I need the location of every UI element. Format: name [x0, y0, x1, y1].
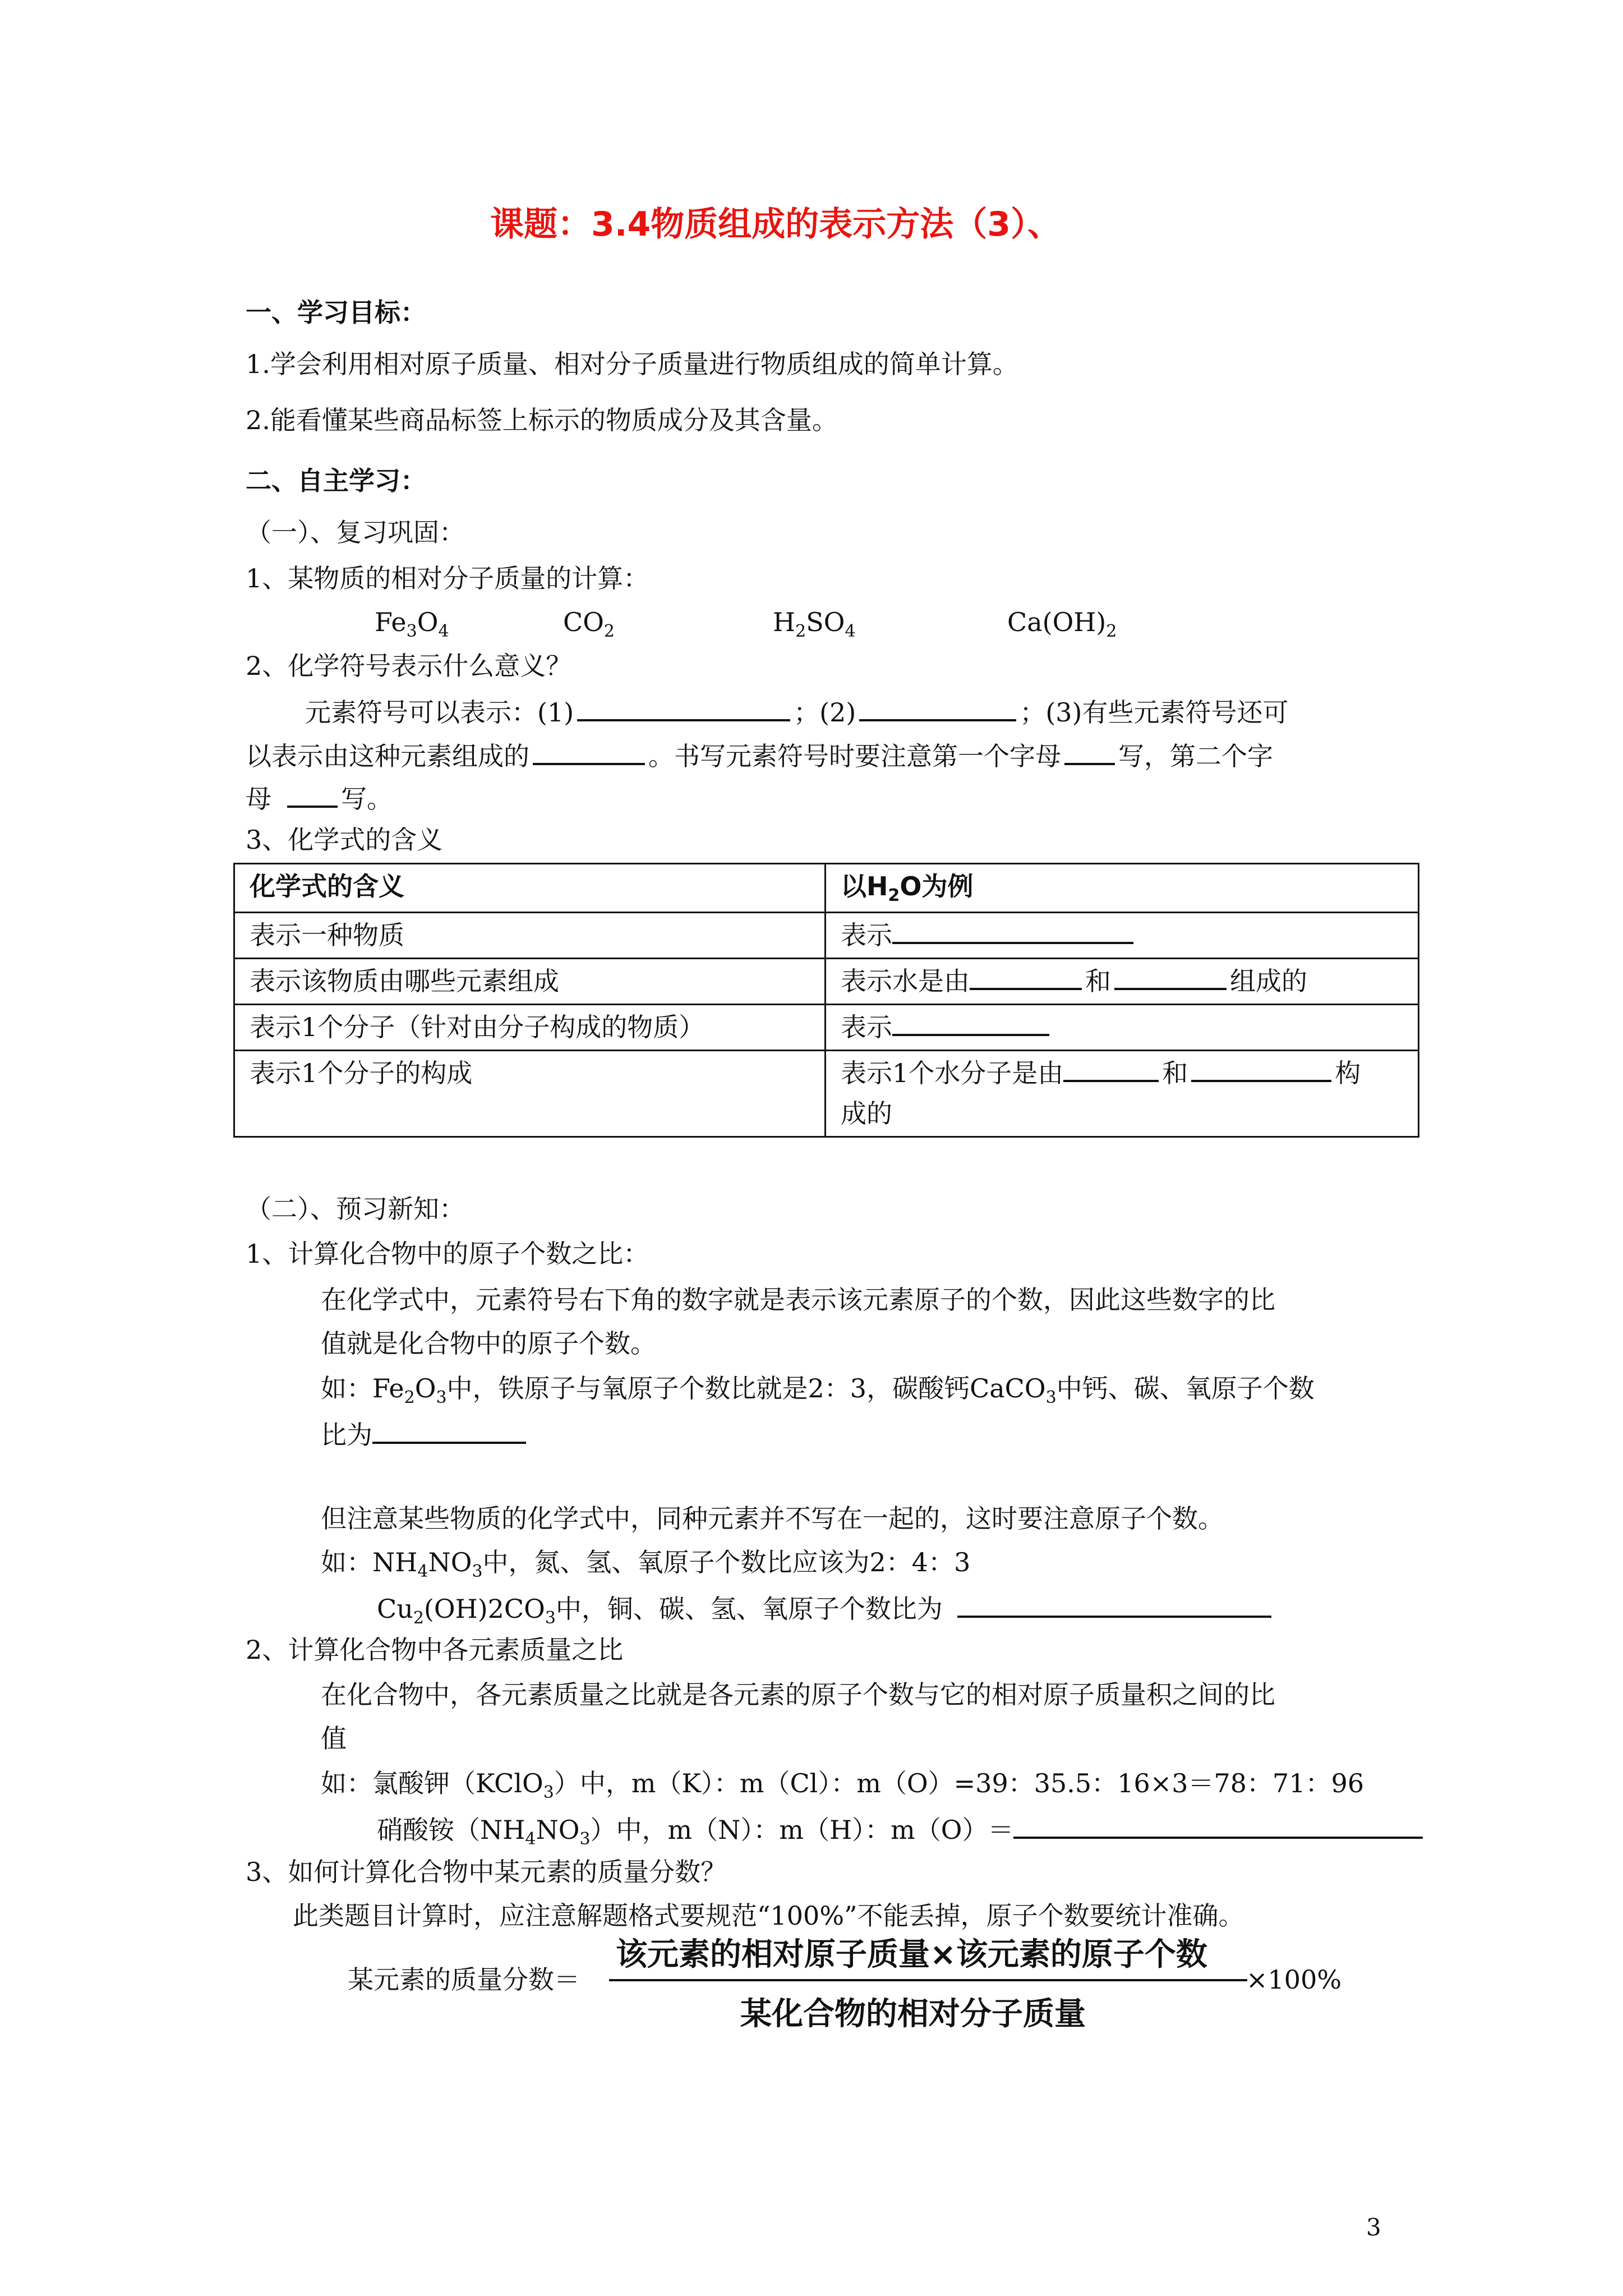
formula-numerator: 该元素的相对原子质量×该元素的原子个数 — [616, 1936, 1207, 1973]
formula-fe3o4: $Fe_3O_4$ — [375, 607, 449, 641]
page-title: 课题：3.4物质组成的表示方法（3）、 — [490, 205, 1062, 244]
step-1-example-1: 如：$Fe_2O_3$中，铁原子与氧原子个数比就是2：3，碳酸钙CaCO$_3$中钙、碳、氧原子个数 — [321, 1373, 1315, 1407]
question-2-line-1: 元素符号可以表示：(1) ；(2) ；(3)有些元素符号还可 — [305, 694, 1289, 728]
question-1: 1、某物质的相对分子质量的计算： — [246, 563, 649, 593]
question-2: 2、化学符号表示什么意义？ — [246, 651, 572, 681]
step-1-paragraph-line-2: 值就是化合物中的原子个数。 — [321, 1328, 656, 1359]
step-1-example-2: 如：$NH_4NO_3$中，氮、氢、氧原子个数比应该为2：4：3 — [321, 1547, 971, 1581]
section-heading-self-study: 二、自主学习： — [246, 466, 426, 496]
step-2-paragraph-line-2: 值 — [321, 1723, 347, 1754]
step-1-example-3: $Cu_2(OH)2CO_3$中，铜、碳、氢、氧原子个数比为 — [377, 1591, 1275, 1628]
step-3-heading: 3、如何计算化合物中某元素的质量分数？ — [246, 1857, 727, 1887]
question-2-line-2: 以表示由这种元素组成的 。书写元素符号时要注意第一个字母 写，第二个字 — [246, 738, 1273, 772]
formula-denominator: 某化合物的相对分子质量 — [740, 1996, 1086, 2032]
section-heading-objectives: 一、学习目标： — [246, 297, 426, 328]
table-row: 表示1个分子的构成 表示1个水分子是由 和 构 成的 — [234, 1051, 1419, 1137]
page-number: 3 — [1366, 2214, 1381, 2241]
step-2-paragraph-line-1: 在化合物中，各元素质量之比就是各元素的原子个数与它的相对原子质量积之间的比 — [321, 1680, 1275, 1710]
question-2-line-3: 母 写。 — [246, 781, 393, 815]
formula-h2so4: $H_2SO_4$ — [773, 607, 856, 641]
fraction-line — [609, 1979, 1247, 1981]
step-1-paragraph-line-1: 在化学式中，元素符号右下角的数字就是表示该元素原子的个数，因此这些数字的比 — [321, 1285, 1275, 1315]
formula-co2: $CO_2$ — [563, 607, 615, 641]
formula-right-side: ×100% — [1246, 1964, 1342, 1995]
objective-item-2: 2.能看懂某些商品标签上标示的物质成分及其含量。 — [246, 405, 838, 435]
subsection-heading-preview: （二）、预习新知： — [246, 1194, 465, 1224]
table-header-meaning: 化学式的含义 — [234, 864, 826, 913]
formula-caoh2: $Ca(OH)_2$ — [1007, 607, 1117, 641]
formula-meaning-table — [233, 863, 1419, 1138]
step-1-note: 但注意某些物质的化学式中，同种元素并不写在一起的，这时要注意原子个数。 — [321, 1503, 1224, 1534]
step-2-example-2: 硝酸铵$(NH_4NO_3)$中，m（N）：m（H）：m（O）＝ — [377, 1812, 1426, 1849]
step-2-example-1: 如：氯酸钾（KClO$_3$）中，m（K）：m（Cl）：m（O）=39：35.5：16×3＝78：71：96 — [321, 1768, 1364, 1802]
table-row: 表示一种物质 表示 — [234, 912, 1419, 958]
objective-item-1: 1.学会利用相对原子质量、相对分子质量进行物质组成的简单计算。 — [246, 349, 1018, 379]
table-row: 表示1个分子（针对由分子构成的物质） 表示 — [234, 1005, 1419, 1051]
table-header-row — [234, 864, 1419, 913]
step-3-paragraph: 此类题目计算时，应注意解题格式要规范“100%”不能丢掉，原子个数要统计准确。 — [293, 1901, 1244, 1931]
table-header-example: 以$H_2O$为例 — [826, 864, 1419, 913]
subsection-heading-review: （一）、复习巩固： — [246, 517, 465, 547]
question-3: 3、化学式的含义 — [246, 825, 443, 855]
formula-left-side: 某元素的质量分数＝ — [348, 1964, 580, 1995]
step-2-heading: 2、计算化合物中各元素质量之比 — [246, 1635, 624, 1665]
step-1-heading: 1、计算化合物中的原子个数之比： — [246, 1239, 649, 1269]
table-row: 表示该物质由哪些元素组成 表示水是由 和 组成的 — [234, 958, 1419, 1004]
step-1-example-1-cont: 比为 — [321, 1417, 529, 1451]
